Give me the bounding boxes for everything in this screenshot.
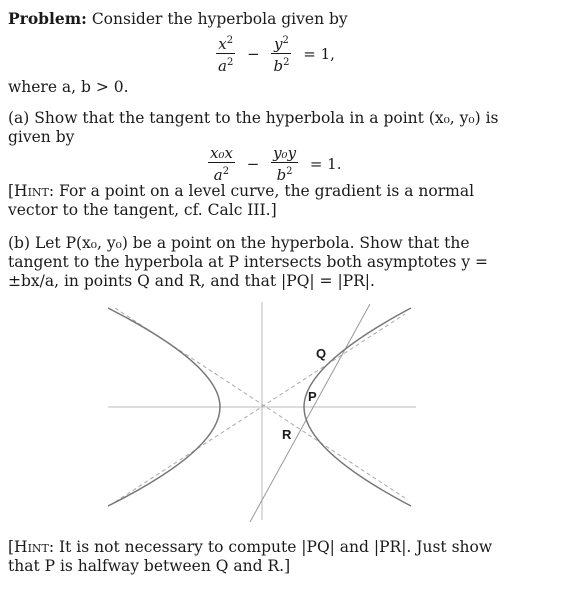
label-p: P bbox=[308, 389, 317, 404]
fraction-x0x-a2: $\frac{\text{x₀x}}{a^2}$ bbox=[210, 144, 233, 184]
minus-sign: − bbox=[246, 155, 260, 173]
label-r: R bbox=[282, 427, 292, 442]
hint-text: For a point on a level curve, the gradient is a normal vector to the tangent, cf. Calc III.] bbox=[8, 182, 475, 219]
part-a-text: (a) Show that the tangent to the hyperbola in a point (x₀, y₀) is given by bbox=[8, 109, 499, 146]
fraction-y2-b2: $\frac{y^2}{b^2}$ bbox=[271, 32, 291, 75]
problem-statement bbox=[8, 9, 528, 29]
tangent-line bbox=[250, 304, 370, 522]
problem-label: Problem: bbox=[8, 9, 87, 28]
fraction-y0y-b2: $\frac{\text{y₀y}}{b^2}$ bbox=[273, 144, 297, 184]
hint-label: [Hint: bbox=[8, 182, 55, 200]
equals-one: = 1. bbox=[309, 155, 342, 173]
where-condition: where a, b > 0. bbox=[8, 78, 129, 96]
hyperbola-equation bbox=[213, 32, 339, 75]
problem-intro: Consider the hyperbola given by bbox=[91, 10, 348, 28]
asymptote-positive-slope bbox=[115, 314, 405, 502]
part-a-hint bbox=[8, 182, 528, 220]
hyperbola-figure bbox=[100, 300, 420, 525]
label-q: Q bbox=[316, 346, 327, 361]
tangent-equation bbox=[205, 144, 345, 184]
fraction-x2-a2: $\frac{x^2}{a^2}$ bbox=[216, 32, 235, 75]
hint-text: It is not necessary to compute |PQ| and |PR|. Just show that P is halfway between Q and R.] bbox=[8, 538, 493, 575]
minus-sign: − bbox=[247, 44, 260, 63]
hint-label: [Hint: bbox=[8, 538, 55, 556]
equals-one: = 1, bbox=[303, 44, 335, 63]
part-b-text: (b) Let P(x₀, y₀) be a point on the hyperbola. Show that the tangent to the hyperbola at P intersects both asymptotes y = ±bx/a, in points Q and R, and that |PQ| = |PR|. bbox=[8, 234, 489, 290]
final-hint bbox=[8, 538, 528, 576]
